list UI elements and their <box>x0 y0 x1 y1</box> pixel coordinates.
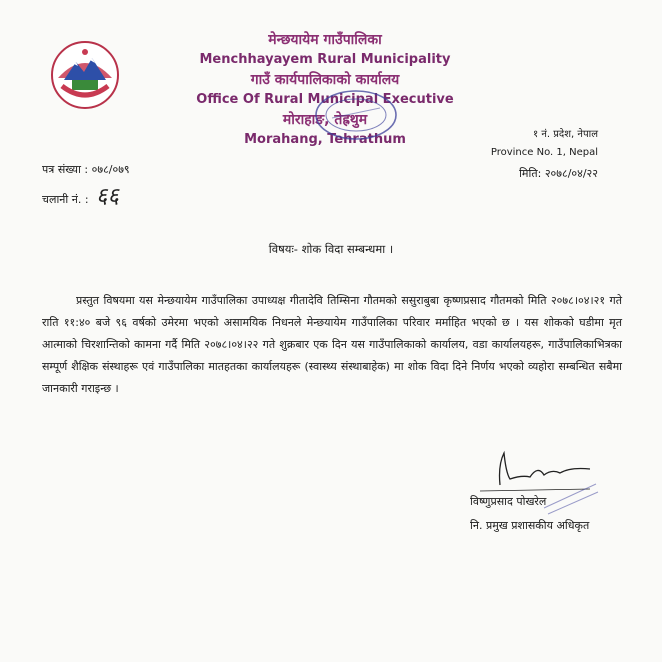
municipality-name-en: Menchhayayem Rural Municipality <box>199 52 451 67</box>
chalani-label: चलानी नं. : <box>42 193 89 206</box>
patra-label: पत्र संख्या : <box>42 163 89 176</box>
province-en: Province No. 1, Nepal <box>490 147 598 158</box>
chalani-number <box>42 180 119 210</box>
office-name-en: Office Of Rural Municipal Executive <box>196 92 454 107</box>
signer-block <box>470 490 589 538</box>
address-np: मोराहाङ, तेह्रथुम <box>282 112 368 128</box>
chalani-value: ६६ <box>96 184 119 209</box>
letter-body: प्रस्तुत विषयमा यस मेन्छयायेम गाउँपालिका उपाध्यक्ष गीतादेवि तिम्सिना गौतमको ससुराबुबा कृष्णप्रसाद गौतमको मिति २०७८।०४।२१ गते राति ११:४० बजे ९६ वर्षको उमेरमा भएको असामयिक निधनले मेन्छयायेम गाउँपालिका परिवार मर्माहित भएको छ । यस शोकको घडीमा मृत आत्माको चिरशान्तिको कामना गर्दै मिति २०७८।०४।२२ गते शुक्रबार एक दिन यस गाउँपालिकाको कार्यालय, वडा कार्यालयहरू, गाउँपालिकाभित्रका सम्पूर्ण शैक्षिक संस्थाहरू एवं गाउँपालिका मातहतका कार्यालयहरू (स्वास्थ्य संस्थाबाहेक) मा शोक विदा दिने निर्णय भएको व्यहोरा सम्बन्धित सबैमा जानकारी गराइन्छ । <box>42 294 622 395</box>
date-label: मिति: <box>519 167 542 180</box>
municipality-name-np: मेन्छयायेम गाउँपालिका <box>268 32 382 48</box>
address-en: Morahang, Tehrathum <box>244 132 406 147</box>
signer-name: विष्णुप्रसाद पोखरेल <box>470 495 547 508</box>
province-np: १ नं. प्रदेश, नेपाल <box>532 129 598 140</box>
office-name-np: गाउँ कार्यपालिकाको कार्यालय <box>250 72 400 88</box>
province-block <box>491 126 598 162</box>
patra-value: ०७८/०७९ <box>91 163 130 176</box>
date-value: २०७८/०४/२२ <box>544 167 598 180</box>
signer-title: नि. प्रमुख प्रशासकीय अधिकृत <box>470 519 590 532</box>
subject-line: विषयः- शोक विदा सम्बन्धमा । <box>268 242 394 256</box>
office-seal-stamp <box>312 88 400 142</box>
nepal-emblem-icon <box>50 40 120 110</box>
letter-date <box>519 166 598 181</box>
patra-sankhya <box>42 162 130 177</box>
